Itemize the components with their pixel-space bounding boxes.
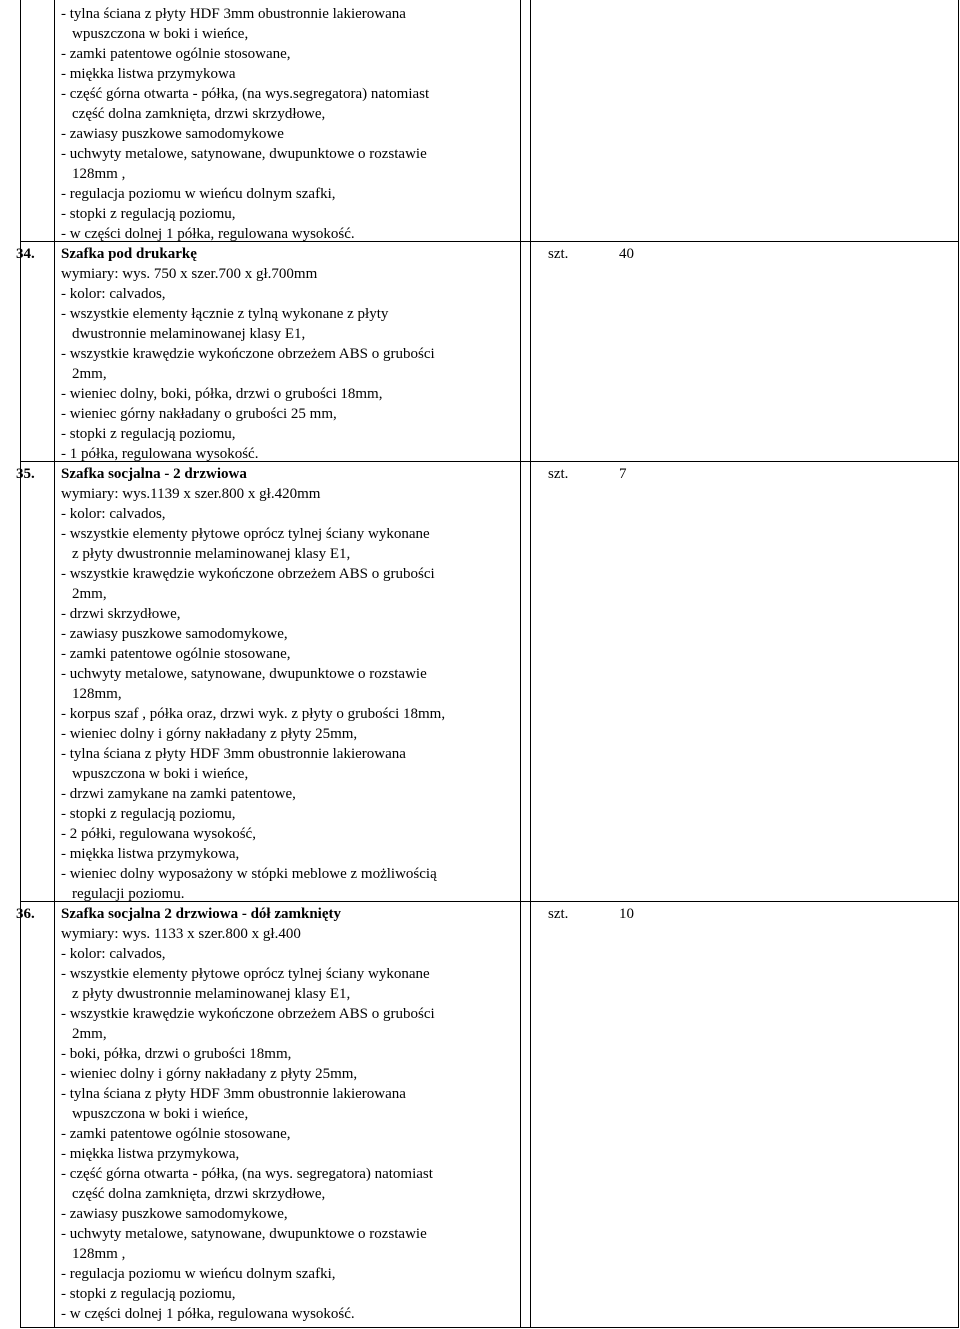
description-line: - 1 półka, regulowana wysokość. [61, 446, 259, 462]
description-line: - regulacja poziomu w wieńcu dolnym szafki, [61, 186, 336, 202]
description-line: - 2 półki, regulowana wysokość, [61, 826, 256, 842]
description-line: 2mm, [72, 1026, 107, 1042]
description-line: - wszystkie elementy łącznie z tylną wykonane z płyty [61, 306, 389, 322]
description-line: wymiary: wys.1139 x szer.800 x gł.420mm [61, 486, 321, 502]
description-line: - wszystkie krawędzie wykończone obrzeżem ABS o grubości [61, 346, 435, 362]
description-line: - zawiasy puszkowe samodomykowe [61, 126, 284, 142]
description-line: - stopki z regulacją poziomu, [61, 806, 236, 822]
description-line: 128mm , [72, 1246, 126, 1262]
description-line: - boki, półka, drzwi o grubości 18mm, [61, 1046, 292, 1062]
description-line: - wszystkie krawędzie wykończone obrzeżem ABS o grubości [61, 1006, 435, 1022]
description-line: 128mm , [72, 166, 126, 182]
description-line: - część górna otwarta - półka, (na wys.segregatora) natomiast [61, 86, 430, 102]
column-divider-description [520, 0, 521, 1327]
description-line: - tylna ściana z płyty HDF 3mm obustronnie lakierowana [61, 6, 406, 22]
description-line: 2mm, [72, 586, 107, 602]
item-unit: szt. [548, 466, 569, 482]
description-line: - stopki z regulacją poziomu, [61, 206, 236, 222]
description-line: - w części dolnej 1 półka, regulowana wysokość. [61, 226, 355, 242]
description-line: - zamki patentowe ogólnie stosowane, [61, 1126, 291, 1142]
description-line: dwustronnie melaminowanej klasy E1, [72, 326, 306, 342]
description-line: - regulacja poziomu w wieńcu dolnym szafki, [61, 1266, 336, 1282]
description-line: - wieniec górny nakładany o grubości 25 mm, [61, 406, 337, 422]
description-line: wymiary: wys. 750 x szer.700 x gł.700mm [61, 266, 318, 282]
column-divider-unit [530, 0, 531, 1327]
description-line: - stopki z regulacją poziomu, [61, 426, 236, 442]
description-line: - drzwi skrzydłowe, [61, 606, 181, 622]
description-line: - część górna otwarta - półka, (na wys. segregatora) natomiast [61, 1166, 433, 1182]
description-line: - miękka listwa przymykowa, [61, 1146, 240, 1162]
description-line: - wieniec dolny i górny nakładany z płyty 25mm, [61, 1066, 358, 1082]
description-line: - tylna ściana z płyty HDF 3mm obustronnie lakierowana [61, 1086, 406, 1102]
description-line: wpuszczona w boki i wieńce, [72, 26, 249, 42]
description-line: - zamki patentowe ogólnie stosowane, [61, 46, 291, 62]
description-line: 2mm, [72, 366, 107, 382]
description-line: wpuszczona w boki i wieńce, [72, 1106, 249, 1122]
item-title: Szafka socjalna 2 drzwiowa - dół zamknięty [61, 906, 341, 922]
description-line: wpuszczona w boki i wieńce, [72, 766, 249, 782]
description-line: część dolna zamknięta, drzwi skrzydłowe, [72, 106, 326, 122]
description-line: 128mm, [72, 686, 122, 702]
description-line: - zawiasy puszkowe samodomykowe, [61, 626, 288, 642]
description-line: - wszystkie krawędzie wykończone obrzeżem ABS o grubości [61, 566, 435, 582]
description-line: - uchwyty metalowe, satynowane, dwupunktowe o rozstawie [61, 146, 427, 162]
description-line: - uchwyty metalowe, satynowane, dwupunktowe o rozstawie [61, 666, 427, 682]
description-line: część dolna zamknięta, drzwi skrzydłowe, [72, 1186, 326, 1202]
description-line: - wieniec dolny i górny nakładany z płyty 25mm, [61, 726, 358, 742]
description-line: - zawiasy puszkowe samodomykowe, [61, 1206, 288, 1222]
column-divider-number [54, 0, 55, 1327]
description-line: wymiary: wys. 1133 x szer.800 x gł.400 [61, 926, 301, 942]
description-line: - wieniec dolny wyposażony w stópki meblowe z możliwością [61, 866, 437, 882]
item-unit: szt. [548, 246, 569, 262]
item-number: 36. [16, 906, 35, 922]
description-line: z płyty dwustronnie melaminowanej klasy E1, [72, 546, 351, 562]
row-separator [20, 901, 959, 902]
description-line: - kolor: calvados, [61, 286, 166, 302]
description-line: - uchwyty metalowe, satynowane, dwupunktowe o rozstawie [61, 1226, 427, 1242]
description-line: - stopki z regulacją poziomu, [61, 1286, 236, 1302]
item-unit: szt. [548, 906, 569, 922]
item-title: Szafka pod drukarkę [61, 246, 197, 262]
description-line: - drzwi zamykane na zamki patentowe, [61, 786, 296, 802]
description-line: - wieniec dolny, boki, półka, drzwi o grubości 18mm, [61, 386, 383, 402]
item-number: 34. [16, 246, 35, 262]
row-separator [20, 461, 959, 462]
description-line: - kolor: calvados, [61, 506, 166, 522]
description-line: - kolor: calvados, [61, 946, 166, 962]
item-number: 35. [16, 466, 35, 482]
description-line: regulacji poziomu. [72, 886, 185, 902]
description-line: - w części dolnej 1 półka, regulowana wysokość. [61, 1306, 355, 1322]
item-quantity: 10 [619, 906, 634, 922]
description-line: - wszystkie elementy płytowe oprócz tylnej ściany wykonane [61, 526, 430, 542]
item-quantity: 7 [619, 466, 627, 482]
row-separator [20, 241, 959, 242]
description-line: - miękka listwa przymykowa, [61, 846, 240, 862]
item-quantity: 40 [619, 246, 634, 262]
description-line: - tylna ściana z płyty HDF 3mm obustronnie lakierowana [61, 746, 406, 762]
description-line: - korpus szaf , półka oraz, drzwi wyk. z płyty o grubości 18mm, [61, 706, 446, 722]
description-line: z płyty dwustronnie melaminowanej klasy E1, [72, 986, 351, 1002]
description-line: - miękka listwa przymykowa [61, 66, 236, 82]
description-line: - wszystkie elementy płytowe oprócz tylnej ściany wykonane [61, 966, 430, 982]
item-title: Szafka socjalna - 2 drzwiowa [61, 466, 247, 482]
description-line: - zamki patentowe ogólnie stosowane, [61, 646, 291, 662]
